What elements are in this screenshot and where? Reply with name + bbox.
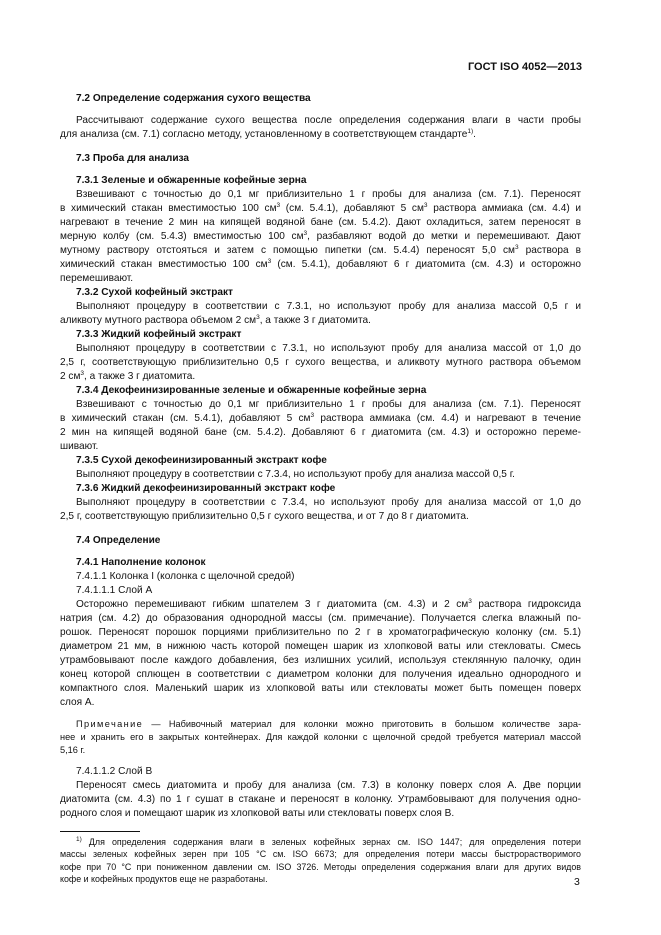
subsection-7-3-4-heading: 7.3.4 Декофеинизированные зеленые и обжаренные кофейные зерна <box>76 385 427 396</box>
subsection-7-3-6-text <box>60 496 581 524</box>
note-line: 5,16 г. <box>60 745 86 755</box>
footnote-line: кофе и кофейных продуктов еще не разработаны. <box>60 874 268 885</box>
text-line: 2,5 г, соответствующую приблизительно 0,5 г сухого вещества, и аликвоту мутного раствора объемом <box>60 357 581 368</box>
subsection-7-3-2-text <box>60 300 581 328</box>
text-line: шивают. <box>60 441 99 452</box>
clause-7-4-1-1-heading: 7.4.1.1 Колонка I (колонка с щелочной средой) <box>76 571 295 582</box>
footnote <box>60 836 581 886</box>
text-line: в химический стакан вместимостью 100 $см^3$ (см. 5.4.1), добавляют 5 $см^3$ раствора аммиака (см. 4.4) и <box>60 202 581 214</box>
text-line: диатомита (см. 4.3) по 1 г сушат в стакане и переносят в колонку. Утрамбовывают для получения одно- <box>60 794 581 805</box>
superscript: 3 <box>256 314 260 321</box>
text-line: Взвешивают с точностью до 0,1 мг приблизительно 1 г пробы для анализа (см. 7.1). Переносят <box>76 189 581 200</box>
text-line: аликвоту мутного раствора объемом 2 $см^3$, а также 3 г диатомита. <box>60 314 371 326</box>
subsection-7-3-1-text <box>60 188 581 286</box>
subsection-7-3-3-text <box>60 342 581 384</box>
footnote-line: кофе при 70 °С при пониженном давлении см. ISO 3726. Методы определения содержания влаги для других видов <box>60 861 581 872</box>
text-line: перемешивают. <box>60 273 134 284</box>
superscript: 3 <box>310 412 315 419</box>
text-line: компактного слоя. Маленький шарик из хлопковой ваты или стекловаты может быть помещен поверх <box>60 683 581 694</box>
text-line: конец которой сплющен в соответствии с диаметром колонки для получения идеально однородного и <box>60 669 581 680</box>
superscript: 3 <box>423 202 428 209</box>
superscript: 3 <box>468 598 472 605</box>
text-line: Переносят смесь диатомита и пробу для анализа (см. 7.3) в колонку поверх слоя A. Две порции <box>76 780 581 791</box>
note-line: нее и хранить его в закрытых контейнерах. Для каждой колонки с щелочной средой требуется материал массой <box>60 732 581 742</box>
subsection-7-3-2-heading: 7.3.2 Сухой кофейный экстракт <box>76 287 233 298</box>
text-line: натрия (см. 4.2) до образования однородной массы (см. примечание). Получается слегка влажный по- <box>60 613 581 624</box>
text-line: Выполняют процедуру в соответствии с 7.3.4, но используют пробу для анализа массой от 1,0 до <box>76 497 581 508</box>
subsection-7-3-3-heading: 7.3.3 Жидкий кофейный экстракт <box>76 329 242 340</box>
text-line: рошок. Переносят порошок порциями приблизительно по 2 г в хроматографическую колонку (см. 5.1) <box>60 627 581 638</box>
text-line: Выполняют процедуру в соответствии с 7.3.1, но используют пробу для анализа массой от 1,0 до <box>76 343 581 354</box>
text-line: 2 мин на кипящей водяной бане (см. 5.4.2). Добавляют 6 г диатомита (см. 4.3) и осторожно переме- <box>60 427 581 438</box>
text-line: 2 $см^3$, а также 3 г диатомита. <box>60 370 196 382</box>
subsection-7-3-1-heading: 7.3.1 Зеленые и обжаренные кофейные зерна <box>76 175 307 186</box>
text-line: Выполняют процедуру в соответствии с 7.3.1, но используют пробу для анализа массой 0,5 г и <box>76 301 581 312</box>
footnote-line: массы зеленых кофейных зерен при 105 °С см. ISO 6673; для определения потери массы быстрорастворимого <box>60 849 581 860</box>
document-header: ГОСТ ISO 4052—2013 <box>467 61 582 73</box>
subsection-7-3-5-heading: 7.3.5 Сухой декофеинизированный экстракт кофе <box>76 455 327 466</box>
footnote-line: $^{1)}$ Для определения содержания влаги в зеленых кофейных зернах см. ISO 1447; для определения потери <box>76 836 581 847</box>
document-body <box>60 92 581 886</box>
section-7-3-heading: 7.3 Проба для анализа <box>76 153 190 164</box>
paragraph: Рассчитывают содержание сухого вещества после определения содержания влаги в части пробы <box>76 115 581 126</box>
subsection-7-4-1-heading: 7.4.1 Наполнение колонок <box>76 557 206 568</box>
text-line: диаметром 21 мм, в нижнюю часть которой помещен шарик из хлопковой ваты или стекловаты. Смесь <box>60 641 581 652</box>
text-line: Осторожно перемешивают гибким шпателем 3 г диатомита (см. 4.3) и 2 $см^3$ раствора гидроксида <box>76 598 581 610</box>
text-line: 2,5 г, соответствующую приблизительно 0,5 г сухого вещества, и от 7 до 8 г диатомита. <box>60 511 469 522</box>
note-line: Примечание — Набивочный материал для колонки можно приготовить в большом количестве зара- <box>76 719 582 729</box>
text-line: слоя A. <box>60 697 95 708</box>
footnote-mark: 1) <box>76 836 82 843</box>
text-line: химический стакан вместимостью 100 $см^3$ (см. 5.4.1), добавляют 6 г диатомита (см. 4.3) и осторожно <box>60 258 581 270</box>
superscript: 3 <box>80 370 85 377</box>
text-line: родного слоя и помещают шарик из хлопковой ваты или стекловаты поверх слоя B. <box>60 808 455 819</box>
subsection-7-3-4-text <box>60 398 581 454</box>
page-number: 3 <box>574 876 580 888</box>
layer-a-text <box>60 598 581 710</box>
section-7-2-heading: 7.2 Определение содержания сухого вещества <box>76 93 311 104</box>
superscript: 3 <box>267 258 272 265</box>
text-line: нагревают в течение 2 мин на кипящей водяной бане (см. 5.4.2). Дают охладиться, затем переносят в <box>60 217 581 228</box>
superscript: 3 <box>515 244 519 251</box>
clause-7-4-1-1-1-heading: 7.4.1.1.1 Слой A <box>76 585 153 596</box>
text-line: мутному раствору отстояться и затем с помощью пипетки (см. 5.4.4) переносят 5,0 $см^3$ раствора в <box>60 244 581 256</box>
subsection-7-3-6-heading: 7.3.6 Жидкий декофеинизированный экстракт кофе <box>76 483 336 494</box>
note-label: Примечание <box>76 719 144 729</box>
paragraph: Выполняют процедуру в соответствии с 7.3.4, но используют пробу для анализа массой 0,5 г. <box>76 469 515 480</box>
text-line: мерную колбу (см. 5.4.3) вместимостью 100 $см^3$, разбавляют водой до метки и перемешивают. Дают <box>60 230 581 242</box>
section-7-4-heading: 7.4 Определение <box>76 535 161 546</box>
text-line: Взвешивают с точностью до 0,1 мг приблизительно 1 г пробы для анализа (см. 7.1). Переносят <box>76 399 581 410</box>
superscript: 3 <box>303 230 308 237</box>
paragraph: для анализа (см. 7.1) согласно методу, установленному в соответствующем стандарте$^{1)}$. <box>60 128 476 140</box>
text-line: утрамбовывают после каждого добавления, без излишних усилий, используя стеклянную палочку, один <box>60 655 581 666</box>
superscript: 3 <box>276 202 281 209</box>
footnote-ref: 1) <box>467 128 474 135</box>
note-block <box>60 718 581 757</box>
text-line: в химический стакан (см. 5.4.1), добавляют 5 $см^3$ раствора аммиака (см. 4.4) и нагревают в течение <box>60 412 581 424</box>
clause-7-4-1-1-2-heading: 7.4.1.1.2 Слой B <box>76 766 153 777</box>
